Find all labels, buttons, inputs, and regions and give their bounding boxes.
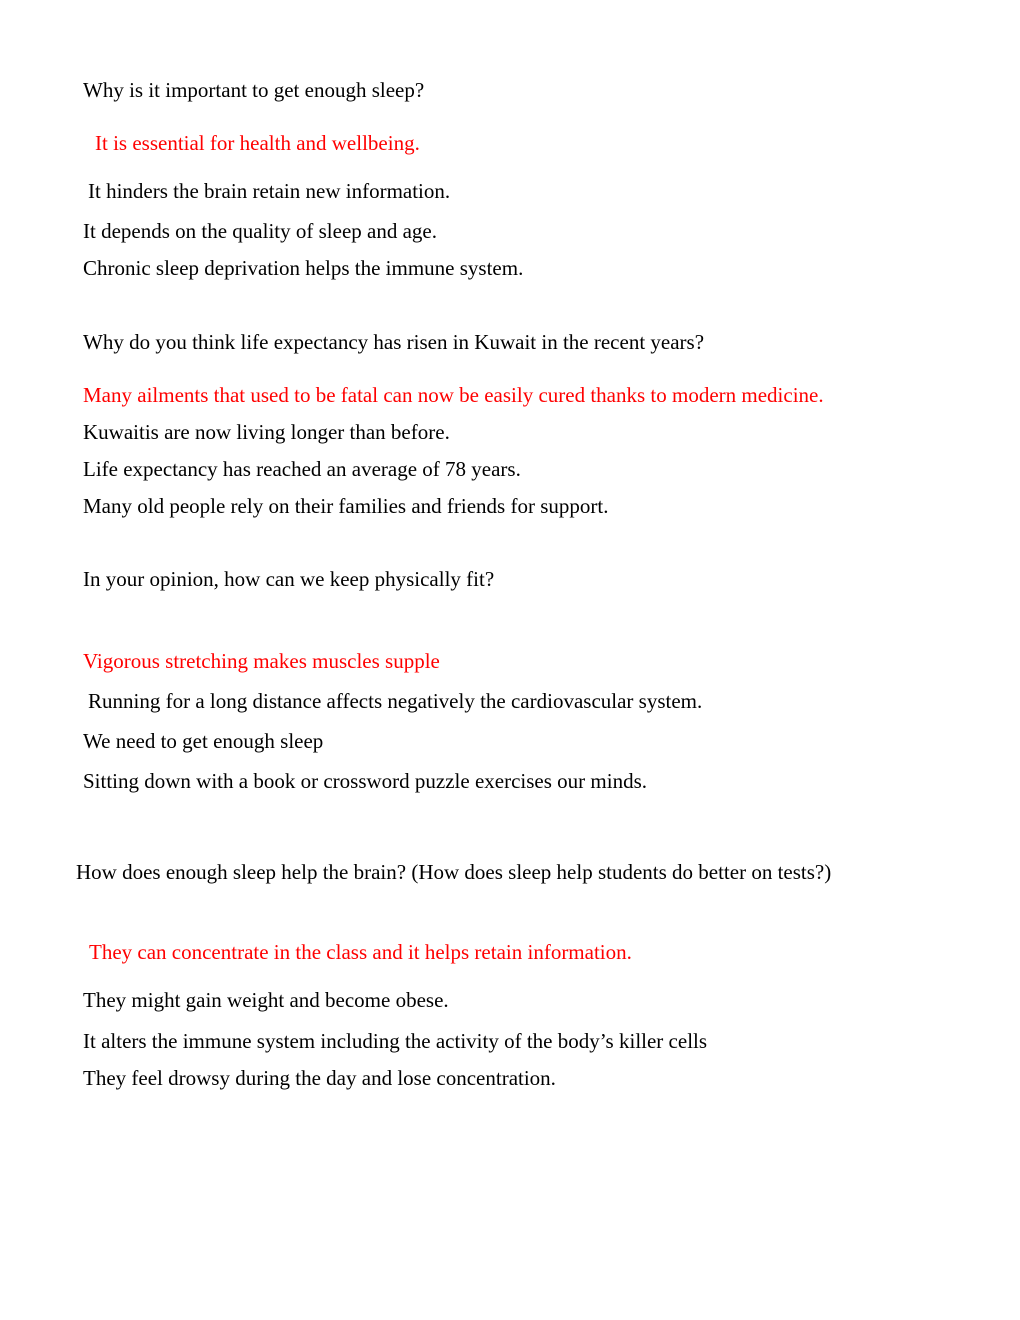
question-1-option-3: It depends on the quality of sleep and age. [83,219,437,243]
question-3: In your opinion, how can we keep physically fit? [83,567,495,591]
question-2: Why do you think life expectancy has risen in Kuwait in the recent years? [83,330,705,354]
question-2-option-3: Life expectancy has reached an average of 78 years. [83,457,521,481]
question-3-option-4: Sitting down with a book or crossword puzzle exercises our minds. [83,769,647,793]
question-2-option-2: Kuwaitis are now living longer than before. [83,420,450,444]
question-4-correct-answer: They can concentrate in the class and it helps retain information. [89,940,632,964]
question-4-option-3: It alters the immune system including the activity of the body’s killer cells [83,1029,708,1053]
question-2-correct-answer: Many ailments that used to be fatal can now be easily cured thanks to modern medicine. [83,383,824,407]
question-4: How does enough sleep help the brain? (How does sleep help students do better on tests?) [76,860,832,884]
question-1-correct-answer: It is essential for health and wellbeing. [95,131,420,155]
question-3-correct-answer: Vigorous stretching makes muscles supple [83,649,440,673]
question-3-option-3: We need to get enough sleep [83,729,324,753]
question-1-option-4: Chronic sleep deprivation helps the immune system. [83,256,524,280]
question-1: Why is it important to get enough sleep? [83,78,425,102]
question-2-option-4: Many old people rely on their families and friends for support. [83,494,609,518]
question-1-option-2: It hinders the brain retain new information. [88,179,451,203]
question-3-option-2: Running for a long distance affects negatively the cardiovascular system. [88,689,703,713]
question-4-option-2: They might gain weight and become obese. [83,988,449,1012]
question-4-option-4: They feel drowsy during the day and lose concentration. [83,1066,556,1090]
